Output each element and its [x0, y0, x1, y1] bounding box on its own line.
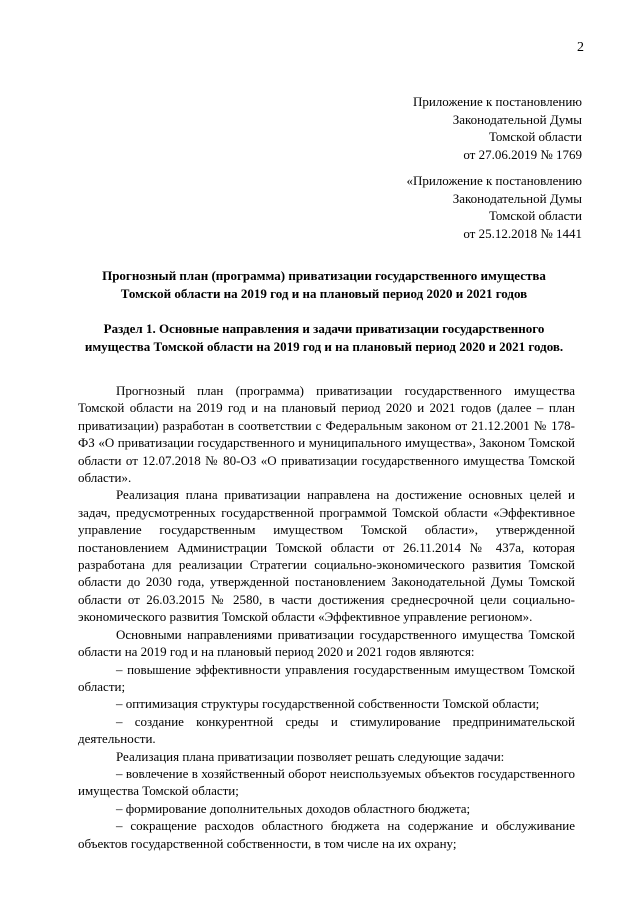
appendix-original-header	[406, 172, 582, 242]
list-item: – оптимизация структуры государственной собственности Томской области;	[116, 696, 540, 712]
appendix-line: Томской области	[488, 129, 582, 144]
paragraph: Прогнозный план (программа) приватизации государственного имущества Томской области на 2019 год и на плановый период 2020 и 2021 годов (далее – план приватизации) разработан в соответствии с Федеральным законом от 21.12.2001 № 178-ФЗ «О приватизации государственного и муниципального имущества», Законом Томской области от 12.07.2018 № 80-ОЗ «О приватизации государственного имущества Томской области».	[78, 383, 575, 486]
list-item: – вовлечение в хозяйственный оборот неиспользуемых объектов государственного имущества Томской области;	[78, 765, 575, 799]
appendix-line: Законодательной Думы	[452, 190, 582, 206]
page-number: 2	[577, 40, 584, 55]
body-text	[78, 382, 575, 852]
paragraph: Основными направлениями приватизации государственного имущества Томской области на 2019 год и на плановый период 2020 и 2021 годов являются:	[78, 626, 575, 660]
appendix-line: Приложение к постановлению	[412, 94, 582, 109]
paragraph: Реализация плана приватизации позволяет решать следующие задачи:	[116, 748, 505, 764]
appendix-current-header	[413, 93, 582, 163]
list-item: – повышение эффективности управления государственным имуществом Томской области;	[78, 661, 575, 694]
appendix-line: Законодательной Думы	[452, 111, 582, 127]
list-item: – сокращение расходов областного бюджета на содержание и обслуживание объектов государственной собственности, в том числе на их охрану;	[78, 818, 575, 851]
document-title: Прогнозный план (программа) приватизации государственного имущества Томской области на 2019 год и на плановый период 2020 и 2021 годов	[102, 268, 546, 301]
list-item: – формирование дополнительных доходов областного бюджета;	[116, 800, 471, 816]
list-item: – создание конкурентной среды и стимулирование предпринимательской деятельности.	[78, 713, 575, 747]
paragraph: Реализация плана приватизации направлена на достижение основных целей и задач, предусмотренных государственной программой Томской области «Эффективное управление государственным имуществом Томской области», утвержденной постановлением Администрации Томской области от 26.11.2014 № 437а, которая разработана для реализации Стратегии социально-экономического развития Томской области до 2030 года, утвержденной постановлением Законодательной Думы Томской области от 26.03.2015 № 2580, в части достижения среднесрочной цели социально-экономического развития Томской области «Эффективное управление регионом».	[78, 487, 575, 625]
appendix-line: от 27.06.2019 № 1769	[463, 146, 582, 162]
appendix-line: от 25.12.2018 № 1441	[463, 225, 582, 241]
section-title: Раздел 1. Основные направления и задачи приватизации государственного имущества Томской области на 2019 год и на плановый период 2020 и 2021 годов.	[84, 321, 564, 354]
appendix-line: Томской области	[488, 208, 582, 223]
appendix-line: «Приложение к постановлению	[406, 173, 582, 188]
